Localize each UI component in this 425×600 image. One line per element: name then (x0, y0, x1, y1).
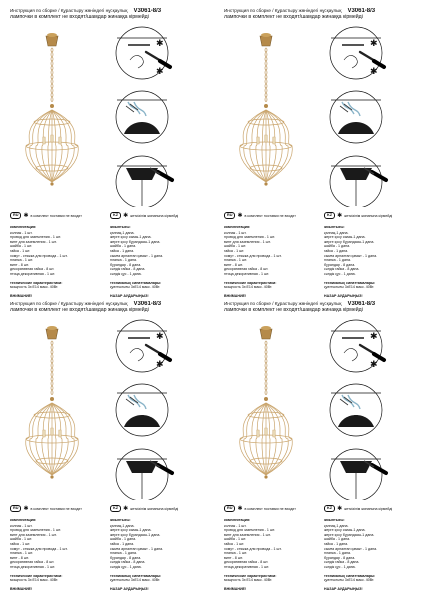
kz-component-item: бұрандар - 8 дана. (110, 262, 142, 267)
canopy-top (261, 33, 271, 37)
kz-component-item: планка - 1 дана. (110, 258, 137, 263)
step-circle (330, 91, 382, 143)
assembly-step-2 (116, 384, 168, 436)
ru-component-item: декоративная гайка - 8 шт. (224, 560, 269, 565)
ru-warning-title: ВНИМАНИЕ! (10, 586, 33, 591)
candle-socket (273, 430, 275, 437)
kz-component-item: шайба - 1 дана. (110, 244, 137, 249)
ru-components-title: комплектация: (10, 518, 37, 522)
cage-shade (26, 110, 79, 182)
ru-badge: RU (10, 505, 21, 512)
kz-star-note: жеткізілім жинағына кірмейді (344, 506, 393, 511)
chain-link (51, 75, 53, 79)
bottom-finial (50, 475, 53, 478)
candle-socket (43, 137, 45, 144)
ru-component-item: винт - 8 шт. (10, 555, 29, 560)
ru-component-item: винт для заземления - 1 шт. (224, 239, 271, 244)
kz-tech-value: қуаттылығы 3хЕ14 макс. 40Вт. (110, 578, 161, 583)
kz-component-item: сәндік құс - 1 дана. (110, 271, 142, 276)
ru-component-item: декоративная гайка - 8 шт. (10, 267, 55, 272)
chain-link (51, 359, 53, 363)
header-subtitle: лампочки в комплект не входят/шамдар жинаққа кірмейді (10, 14, 149, 20)
chain-link (51, 48, 53, 52)
model-number: V3061-8/3 (133, 8, 162, 14)
ru-component-item: хомут - стяжка для провода - 1 шт. (10, 546, 68, 551)
chain-link (265, 364, 267, 368)
asterisk-icon: ✱ (237, 212, 243, 219)
chain-link (265, 368, 267, 372)
asterisk-icon: ✱ (156, 332, 164, 342)
kz-component-item: сымға арналған қамыт - 1 дана. (324, 253, 378, 258)
ru-component-item: провод для заземления - 1 шт. (10, 528, 62, 533)
step-circle (116, 91, 168, 143)
figure-area (10, 22, 208, 207)
chain-link (51, 71, 53, 75)
ru-component-item: птица декоративная - 1 шт. (10, 564, 56, 569)
chain-link (51, 373, 53, 377)
ru-component-item: шайба - 1 шт. (224, 537, 247, 542)
kz-component-item: гайка - 1 дана. (324, 541, 349, 546)
candle-socket (257, 430, 259, 437)
chain-link (265, 71, 267, 75)
kz-component-item: планка - 1 дана. (324, 551, 351, 556)
top-finial (50, 104, 54, 108)
figure-area (224, 22, 422, 207)
chain-link (265, 377, 267, 381)
ru-component-item: колпак - 1 шт. (10, 230, 33, 235)
assembly-figure (224, 315, 422, 500)
kz-component-item: жерге қосу сымы-1 дана. (324, 235, 366, 240)
bottom-finial (264, 475, 267, 478)
chain-link (51, 341, 53, 345)
ru-components-title: комплектация: (224, 518, 251, 522)
chain-link (265, 346, 267, 350)
ru-column (224, 225, 320, 298)
kz-tech-value: қуаттылығы 3хЕ14 макс. 40Вт. (110, 285, 161, 290)
chain-link (51, 355, 53, 359)
language-legend (10, 212, 208, 222)
chain-link (265, 62, 267, 66)
ru-column (10, 225, 106, 298)
ru-component-item: птица декоративная - 1 шт. (224, 271, 270, 276)
instruction-sheet-copy (10, 8, 208, 298)
kz-component-item: жерге қосу бұрандасы-1 дана. (324, 239, 375, 244)
candle-socket (59, 137, 61, 144)
kz-badge: KZ (324, 212, 335, 219)
ru-component-item: винт - 8 шт. (10, 262, 29, 267)
kz-warning-title: НАЗАР АУДАРЫҢЫЗ! (110, 586, 149, 591)
legend-kz (324, 212, 392, 219)
ru-tech-value: мощность 3х:Е14 макс. 40Вт. (10, 285, 59, 290)
chandelier-drawing (240, 33, 293, 186)
ru-component-item: колпак - 1 шт. (224, 230, 247, 235)
ru-component-item: провод для заземления - 1 шт. (10, 235, 62, 240)
chain-link (265, 382, 267, 386)
chain-link (265, 350, 267, 354)
mounting-bar (342, 337, 364, 339)
chain-link (265, 84, 267, 88)
asterisk-icon: ✱ (370, 67, 378, 77)
asterisk-icon: ✱ (370, 39, 378, 49)
sheet-header (224, 8, 422, 21)
bottom-finial (264, 182, 267, 185)
chain-link (51, 53, 53, 57)
assembly-step-2 (330, 91, 382, 143)
ru-component-item: гайка - 1 шт. (224, 248, 245, 253)
kz-star-note: жеткізілім жинағына кірмейді (130, 506, 179, 511)
canopy-top (47, 326, 57, 330)
figure-area (224, 315, 422, 500)
assembly-figure (10, 315, 208, 500)
chain-link (265, 66, 267, 70)
chandelier-drawing (26, 33, 79, 186)
kz-component-item: сәндік құс - 1 дана. (324, 271, 356, 276)
ru-column (10, 518, 106, 591)
ru-tech-title: технические характеристики: (224, 280, 277, 285)
ru-component-item: винт для заземления - 1 шт. (10, 239, 57, 244)
step-circle (116, 384, 168, 436)
ru-badge: RU (224, 212, 235, 219)
kz-component-item: қалпақ-1 дана. (324, 230, 349, 235)
ru-component-item: планка - 1 шт. (224, 258, 247, 263)
kz-components-title: жиынтығы: (324, 225, 345, 229)
bottom-finial (50, 182, 53, 185)
ceiling-canopy (46, 36, 58, 46)
kz-component-item: жерге қосу сымы-1 дана. (110, 235, 152, 240)
legend-ru (224, 212, 296, 219)
kz-column (110, 225, 206, 298)
asterisk-icon: ✱ (23, 212, 29, 219)
kz-tech-title: техникалық сипаттамалары: (110, 573, 162, 578)
kz-component-item: шайба - 1 дана. (324, 537, 351, 542)
assembly-figure (10, 22, 208, 207)
model-number: V3061-8/3 (347, 301, 376, 307)
kz-component-item: сәндік гайка - 8 дана. (110, 267, 146, 272)
header-title: Инструкция по сборке / Құрастыру жөніндегі нұсқаулық (10, 301, 128, 306)
kz-tech-value: қуаттылығы 3хЕ14 макс. 40Вт. (324, 285, 375, 290)
ru-component-item: винт для заземления - 1 шт. (224, 532, 271, 537)
kz-component-item: сәндік гайка - 8 дана. (110, 560, 146, 565)
ru-component-item: хомут - стяжка для провода - 1 шт. (224, 253, 282, 258)
chain-link (265, 386, 267, 390)
ru-component-item: шайба - 1 шт. (224, 244, 247, 249)
top-finial (50, 397, 54, 401)
ru-component-item: птица декоративная - 1 шт. (10, 271, 56, 276)
canopy-top (47, 33, 57, 37)
header-subtitle: лампочки в комплект не входят/шамдар жинаққа кірмейді (224, 307, 363, 313)
cage-shade (26, 403, 79, 475)
instruction-sheet-copy (224, 301, 422, 591)
mounting-bar (342, 44, 364, 46)
chain-link (51, 350, 53, 354)
chain-link (51, 89, 53, 93)
kz-component-item: жерге қосу сымы-1 дана. (110, 528, 152, 533)
ru-star-note: в комплект поставки не входит (244, 506, 296, 511)
asterisk-icon: ✱ (123, 212, 129, 219)
chain-link (265, 75, 267, 79)
chain-link (265, 359, 267, 363)
chain-link (265, 48, 267, 52)
kz-component-item: шайба - 1 дана. (324, 244, 351, 249)
header-title: Инструкция по сборке / Құрастыру жөніндегі нұсқаулық (10, 8, 128, 13)
kz-tech-title: техникалық сипаттамалары: (110, 280, 162, 285)
asterisk-icon: ✱ (370, 360, 378, 370)
sheet-header (10, 8, 208, 21)
ru-tech-title: технические характеристики: (224, 573, 277, 578)
candle-socket (59, 430, 61, 437)
ru-star-note: в комплект поставки не входит (244, 213, 296, 218)
kz-components-title: жиынтығы: (110, 225, 131, 229)
candle-socket (43, 430, 45, 437)
ru-component-item: хомут - стяжка для провода - 1 шт. (10, 253, 68, 258)
ru-components-title: комплектация: (10, 225, 37, 229)
legend-ru (10, 212, 82, 219)
sheet-header (224, 301, 422, 314)
ru-component-item: планка - 1 шт. (10, 258, 33, 263)
ru-tech-value: мощность 3х:Е14 макс. 40Вт. (10, 578, 59, 583)
kz-badge: KZ (324, 505, 335, 512)
ru-tech-title: технические характеристики: (10, 573, 63, 578)
kz-component-item: гайка - 1 дана. (110, 248, 135, 253)
cage-shade (240, 110, 293, 182)
asterisk-icon: ✱ (156, 39, 164, 49)
mounting-bar (128, 44, 150, 46)
legend-kz (110, 505, 178, 512)
ru-component-item: колпак - 1 шт. (224, 523, 247, 528)
kz-column (324, 225, 420, 298)
assembly-step-2 (330, 384, 382, 436)
kz-badge: KZ (110, 212, 121, 219)
kz-badge: KZ (110, 505, 121, 512)
step-circle (330, 384, 382, 436)
chain-link (265, 391, 267, 395)
chain-link (51, 84, 53, 88)
cage-shade (240, 403, 293, 475)
ru-component-item: провод для заземления - 1 шт. (224, 235, 276, 240)
ru-component-item: винт для заземления - 1 шт. (10, 532, 57, 537)
asterisk-icon: ✱ (156, 67, 164, 77)
chandelier-drawing (240, 326, 293, 479)
ru-star-note: в комплект поставки не входит (30, 213, 82, 218)
ru-warning-title: ВНИМАНИЕ! (10, 293, 33, 298)
legend-kz (110, 212, 178, 219)
kz-component-item: сәндік гайка - 8 дана. (324, 267, 360, 272)
candle-socket (51, 135, 53, 142)
chandelier-drawing (26, 326, 79, 479)
kz-component-item: сәндік гайка - 8 дана. (324, 560, 360, 565)
kz-component-item: жерге қосу бұрандасы-1 дана. (110, 532, 161, 537)
chain-link (51, 57, 53, 61)
ru-warning-title: ВНИМАНИЕ! (224, 293, 247, 298)
kz-component-item: сымға арналған қамыт - 1 дана. (110, 253, 164, 258)
ru-tech-value: мощность 3х:Е14 макс. 40Вт. (224, 285, 273, 290)
kz-component-item: қалпақ-1 дана. (110, 230, 135, 235)
asterisk-icon: ✱ (337, 505, 343, 512)
kz-component-item: жерге қосу бұрандасы-1 дана. (324, 532, 375, 537)
chain-link (51, 382, 53, 386)
legend-ru (224, 505, 296, 512)
ru-component-item: шайба - 1 шт. (10, 244, 33, 249)
language-legend (224, 212, 422, 222)
candle-socket (51, 428, 53, 435)
sheet-header (10, 301, 208, 314)
ru-component-item: винт - 8 шт. (224, 262, 243, 267)
kz-component-item: қалпақ-1 дана. (324, 523, 349, 528)
chain-link (51, 93, 53, 97)
kz-tech-title: техникалық сипаттамалары: (324, 280, 376, 285)
mounting-bar (128, 337, 150, 339)
kz-component-item: планка - 1 дана. (324, 258, 351, 263)
ru-component-item: птица декоративная - 1 шт. (224, 564, 270, 569)
chain-link (51, 391, 53, 395)
header-title: Инструкция по сборке / Құрастыру жөніндегі нұсқаулық (224, 301, 342, 306)
chain-link (265, 341, 267, 345)
ru-component-item: планка - 1 шт. (10, 551, 33, 556)
chain-link (265, 98, 267, 102)
chain-link (265, 89, 267, 93)
kz-warning-title: НАЗАР АУДАРЫҢЫЗ! (324, 586, 363, 591)
kz-component-item: жерге қосу сымы-1 дана. (324, 528, 366, 533)
chain-link (265, 57, 267, 61)
kz-component-item: жерге қосу бұрандасы-1 дана. (110, 239, 161, 244)
kz-component-item: бұрандар - 8 дана. (324, 262, 356, 267)
ceiling-canopy (260, 36, 272, 46)
kz-warning-title: НАЗАР АУДАРЫҢЫЗ! (110, 293, 149, 298)
chain-link (51, 346, 53, 350)
ceiling-canopy (260, 329, 272, 339)
chain-link (51, 386, 53, 390)
top-finial (264, 104, 268, 108)
kz-component-item: бұрандар - 8 дана. (324, 555, 356, 560)
canopy-top (261, 326, 271, 330)
ru-components-title: комплектация: (224, 225, 251, 229)
kz-warning-title: НАЗАР АУДАРЫҢЫЗ! (324, 293, 363, 298)
candle-socket (273, 137, 275, 144)
ru-component-item: гайка - 1 шт. (10, 248, 31, 253)
kz-star-note: жеткізілім жинағына кірмейді (130, 213, 179, 218)
chain-link (265, 373, 267, 377)
ru-component-item: винт - 8 шт. (224, 555, 243, 560)
chain-link (265, 80, 267, 84)
assembly-figure (224, 22, 422, 207)
kz-component-item: бұрандар - 8 дана. (110, 555, 142, 560)
candle-socket (257, 137, 259, 144)
chain-link (265, 53, 267, 57)
figure-area (10, 315, 208, 500)
instruction-sheet-copy (224, 8, 422, 298)
chain-link (51, 98, 53, 102)
chain-link (51, 66, 53, 70)
language-legend (10, 505, 208, 515)
kz-components-title: жиынтығы: (324, 518, 345, 522)
kz-component-item: сәндік құс - 1 дана. (324, 564, 356, 569)
header-title: Инструкция по сборке / Құрастыру жөніндегі нұсқаулық (224, 8, 342, 13)
kz-column (110, 518, 206, 591)
kz-tech-value: қуаттылығы 3хЕ14 макс. 40Вт. (324, 578, 375, 583)
chain-link (265, 355, 267, 359)
ru-component-item: планка - 1 шт. (224, 551, 247, 556)
ru-badge: RU (10, 212, 21, 219)
ru-component-item: хомут - стяжка для провода - 1 шт. (224, 546, 282, 551)
kz-component-item: шайба - 1 дана. (110, 537, 137, 542)
ru-tech-value: мощность 3х:Е14 макс. 40Вт. (224, 578, 273, 583)
kz-component-item: сымға арналған қамыт - 1 дана. (324, 546, 378, 551)
header-subtitle: лампочки в комплект не входят/шамдар жинаққа кірмейді (10, 307, 149, 313)
ru-component-item: провод для заземления - 1 шт. (224, 528, 276, 533)
legend-kz (324, 505, 392, 512)
chain-link (51, 364, 53, 368)
chain-link (51, 368, 53, 372)
ru-star-note: в комплект поставки не входит (30, 506, 82, 511)
ru-component-item: гайка - 1 шт. (224, 541, 245, 546)
asterisk-icon: ✱ (370, 332, 378, 342)
ru-component-item: декоративная гайка - 8 шт. (10, 560, 55, 565)
ru-component-item: гайка - 1 шт. (10, 541, 31, 546)
ru-component-item: шайба - 1 шт. (10, 537, 33, 542)
chain-link (51, 377, 53, 381)
kz-components-title: жиынтығы: (110, 518, 131, 522)
candle-socket (265, 135, 267, 142)
ru-component-item: колпак - 1 шт. (10, 523, 33, 528)
model-number: V3061-8/3 (347, 8, 376, 14)
assembly-step-2 (116, 91, 168, 143)
ru-column (224, 518, 320, 591)
kz-component-item: гайка - 1 дана. (324, 248, 349, 253)
kz-star-note: жеткізілім жинағына кірмейді (344, 213, 393, 218)
kz-component-item: қалпақ-1 дана. (110, 523, 135, 528)
kz-component-item: сәндік құс - 1 дана. (110, 564, 142, 569)
asterisk-icon: ✱ (156, 360, 164, 370)
header-subtitle: лампочки в комплект не входят/шамдар жинаққа кірмейді (224, 14, 363, 20)
ru-component-item: декоративная гайка - 8 шт. (224, 267, 269, 272)
chain-link (51, 80, 53, 84)
kz-column (324, 518, 420, 591)
asterisk-icon: ✱ (123, 505, 129, 512)
top-finial (264, 397, 268, 401)
ru-tech-title: технические характеристики: (10, 280, 63, 285)
kz-component-item: гайка - 1 дана. (110, 541, 135, 546)
chain-link (51, 62, 53, 66)
language-legend (224, 505, 422, 515)
asterisk-icon: ✱ (337, 212, 343, 219)
kz-component-item: сымға арналған қамыт - 1 дана. (110, 546, 164, 551)
candle-socket (265, 428, 267, 435)
ru-badge: RU (224, 505, 235, 512)
kz-component-item: планка - 1 дана. (110, 551, 137, 556)
ceiling-canopy (46, 329, 58, 339)
instruction-sheet-copy (10, 301, 208, 591)
asterisk-icon: ✱ (23, 505, 29, 512)
model-number: V3061-8/3 (133, 301, 162, 307)
chain-link (265, 93, 267, 97)
kz-tech-title: техникалық сипаттамалары: (324, 573, 376, 578)
ru-warning-title: ВНИМАНИЕ! (224, 586, 247, 591)
legend-ru (10, 505, 82, 512)
asterisk-icon: ✱ (237, 505, 243, 512)
